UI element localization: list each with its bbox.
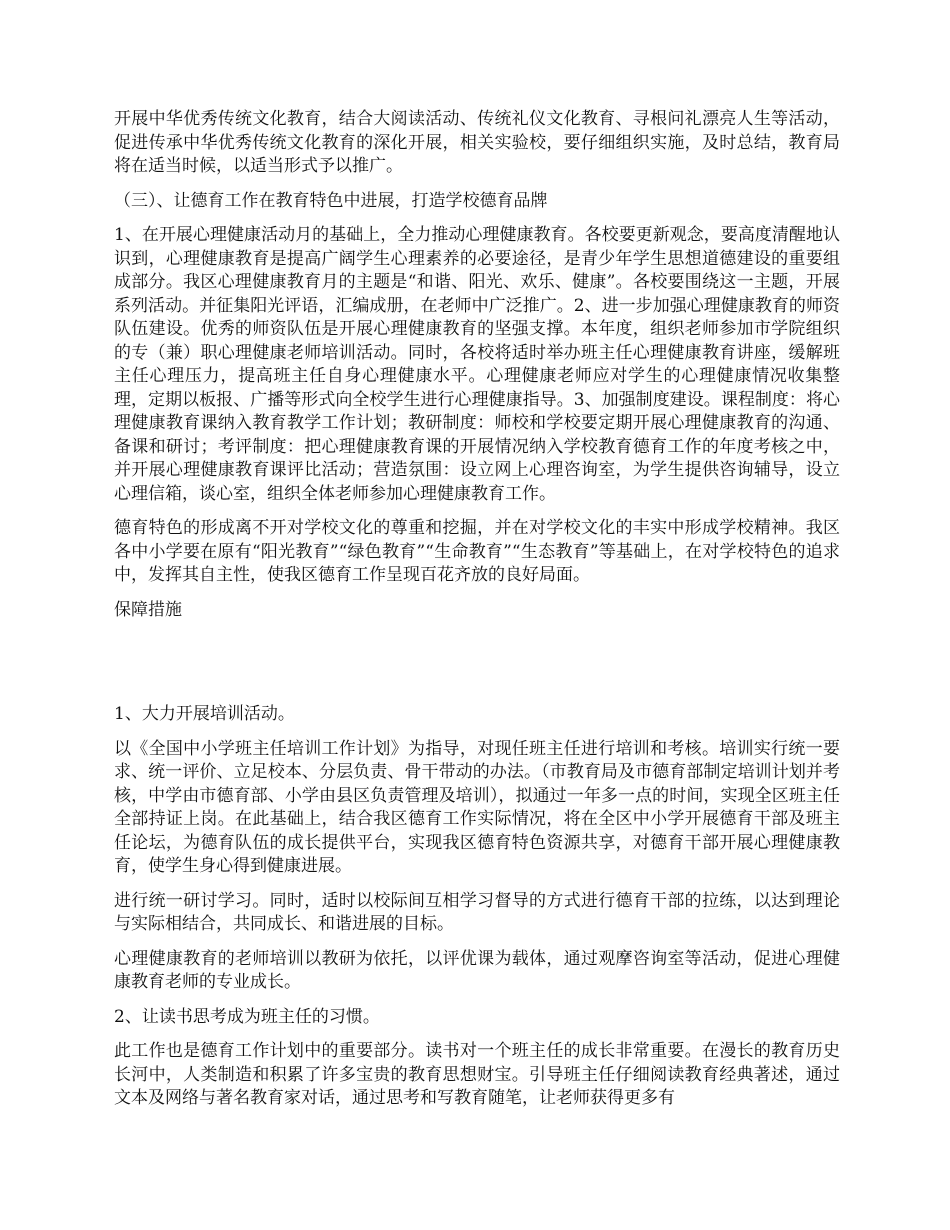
section-heading-moral-brand: （三）、让德育工作在教育特色中进展，打造学校德育品牌 [114,190,548,211]
paragraph-culture-education: 开展中华优秀传统文化教育，结合大阅读活动、传统礼仪文化教育、寻根问礼漂亮人生等活动，促进传承中华优秀传统文化教育的深化开展，相关实验校，要仔细组织实施，及时总结，教育局将在适当时候，以适当形式予以推广。 [114,109,840,176]
paragraph-joint-study: 进行统一研讨学习。同时，适时以校际间互相学习督导的方式进行德育干部的拉练，以达到理论与实际相结合，共同成长、和谐进展的目标。 [114,890,840,934]
paragraph-mental-health: 1、在开展心理健康活动月的基础上，全力推动心理健康教育。各校要更新观念，要高度清醒地认识到，心理健康教育是提高广阔学生心理素养的必要途径，是青少年学生思想道德建设的重要组成部分。我区心理健康教育月的主题是“和谐、阳光、欢乐、健康”。各校要围绕这一主题，开展系列活动。并征集阳光评语，汇编成册，在老师中广泛推广。2、进一步加强心理健康教育的师资队伍建设。优秀的师资队伍是开展心理健康教育的坚强支撑。本年度，组织老师参加市学院组织的专（兼）职心理健康老师培训活动。同时，各校将适时举办班主任心理健康教育讲座，缓解班主任心理压力，提高班主任自身心理健康水平。心理健康老师应对学生的心理健康情况收集整理，定期以板报、广播等形式向全校学生进行心理健康指导。3、加强制度建设。课程制度：将心理健康教育课纳入教育教学工作计划；教研制度：师校和学校要定期开展心理健康教育的沟通、备课和研讨；考评制度：把心理健康教育课的开展情况纳入学校教育德育工作的年度考核之中，并开展心理健康教育课评比活动；营造氛围：设立网上心理咨询室，为学生提供咨询辅导，设立心理信箱，谈心室，组织全体老师参加心理健康教育工作。 [114,225,840,504]
item-heading-reading: 2、让读书思考成为班主任的习惯。 [114,1006,380,1027]
paragraph-teacher-training: 心理健康教育的老师培训以教研为依托，以评优课为载体，通过观摩咨询室等活动，促进心理健康教育老师的专业成长。 [114,948,840,992]
section-heading-safeguards: 保障措施 [114,599,182,620]
paragraph-reading-habit: 此工作也是德育工作计划中的重要部分。读书对一个班主任的成长非常重要。在漫长的教育历史长河中，人类制造和积累了许多宝贵的教育思想财宝。引导班主任仔细阅读教育经典著述，通过文本及网络与著名教育家对话，通过思考和写教育随笔，让老师获得更多有 [114,1041,840,1108]
blank-spacer [114,633,840,703]
paragraph-moral-characteristics: 德育特色的形成离不开对学校文化的尊重和挖掘，并在对学校文化的丰实中形成学校精神。我区各中小学要在原有“阳光教育”“绿色教育”“生命教育”“生态教育”等基础上，在对学校特色的追求中，发挥其自主性，使我区德育工作呈现百花齐放的良好局面。 [114,518,840,585]
paragraph-training-plan: 以《全国中小学班主任培训工作计划》为指导，对现任班主任进行培训和考核。培训实行统一要求、统一评价、立足校本、分层负责、骨干带动的办法。（市教育局及市德育部制定培训计划并考核，中学由市德育部、小学由县区负责管理及培训），拟通过一年多一点的时间，实现全区班主任全部持证上岗。在此基础上，结合我区德育工作实际情况，将在全区中小学开展德育干部及班主任论坛，为德育队伍的成长提供平台，实现我区德育特色资源共享，对德育干部开展心理健康教育，使学生身心得到健康进展。 [114,738,840,876]
item-heading-training: 1、大力开展培训活动。 [114,704,295,724]
document-page [114,108,840,1122]
